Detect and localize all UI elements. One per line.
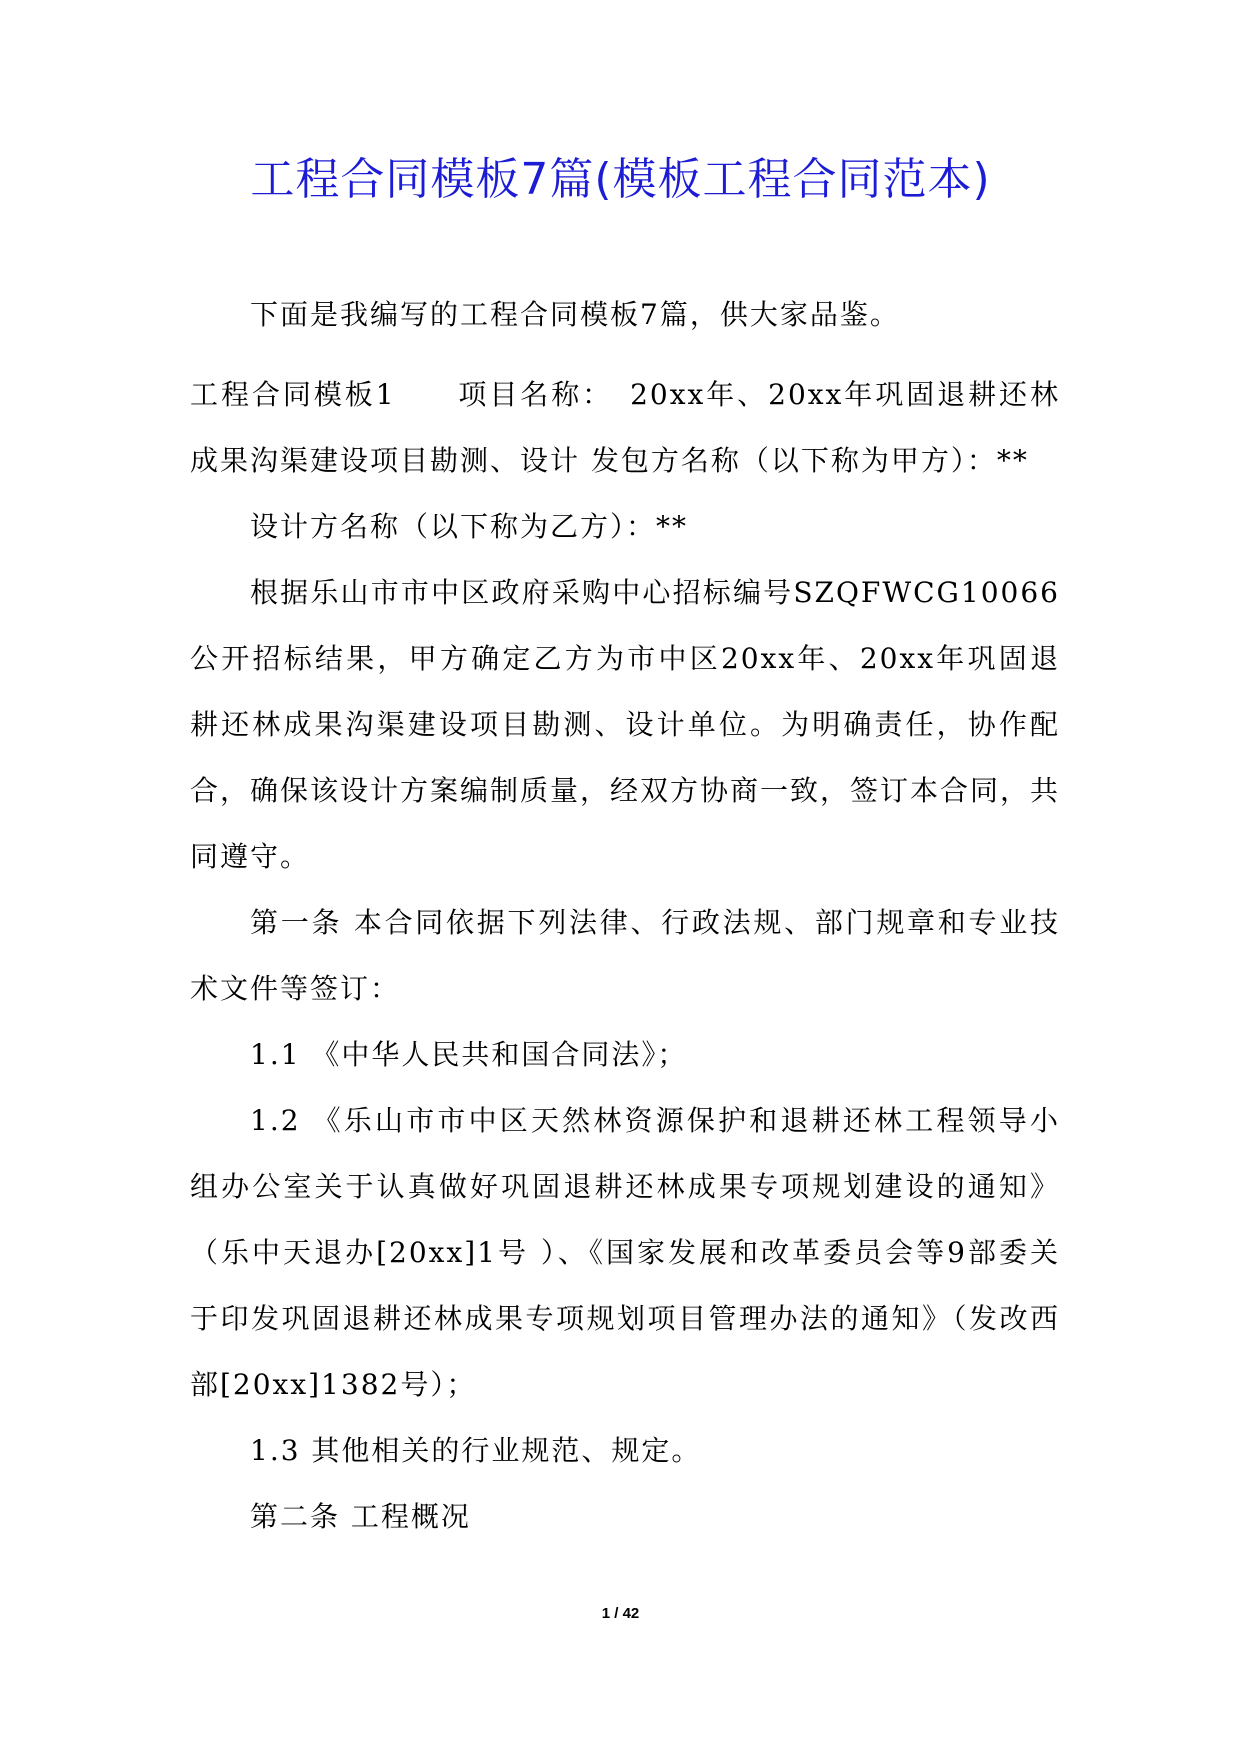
paragraph-article-2: 第二条 工程概况 [250, 1500, 471, 1533]
intro-paragraph: 下面是我编写的工程合同模板7篇，供大家品鉴。 [250, 298, 900, 331]
page-indicator: 1 / 42 [601, 1605, 640, 1622]
paragraph-item-1-3: 1.3 其他相关的行业规范、规定。 [250, 1434, 702, 1467]
paragraph-designer: 设计方名称（以下称为乙方）：** [250, 510, 689, 543]
paragraph-item-1-1: 1.1 《中华人民共和国合同法》； [250, 1038, 688, 1071]
paragraph-project-name: 工程合同模板1 项目名称： 20xx年、20xx年巩固退耕还林成果沟渠建设项目勘测、设计 发包方名称（以下称为甲方）：** [190, 378, 1060, 477]
paragraph-basis: 根据乐山市市中区政府采购中心招标编号SZQFWCG10066公开招标结果，甲方确定乙方为市中区20xx年、20xx年巩固退耕还林成果沟渠建设项目勘测、设计单位。为明确责任，协作配合，确保该设计方案编制质量，经双方协商一致，签订本合同，共同遵守。 [190, 576, 1061, 873]
document-title: 工程合同模板7篇(模板工程合同范本) [250, 154, 991, 205]
document-body [190, 362, 1060, 1550]
paragraph-article-1: 第一条 本合同依据下列法律、行政法规、部门规章和专业技术文件等签订： [190, 906, 1060, 1005]
paragraph-item-1-2: 1.2 《乐山市市中区天然林资源保护和退耕还林工程领导小组办公室关于认真做好巩固退耕还林成果专项规划建设的通知》（乐中天退办[20xx]1号 ）、《国家发展和改革委员会等9部委关于印发巩固退耕还林成果专项规划项目管理办法的通知》（发改西部[20xx]1382号）； [190, 1104, 1060, 1401]
